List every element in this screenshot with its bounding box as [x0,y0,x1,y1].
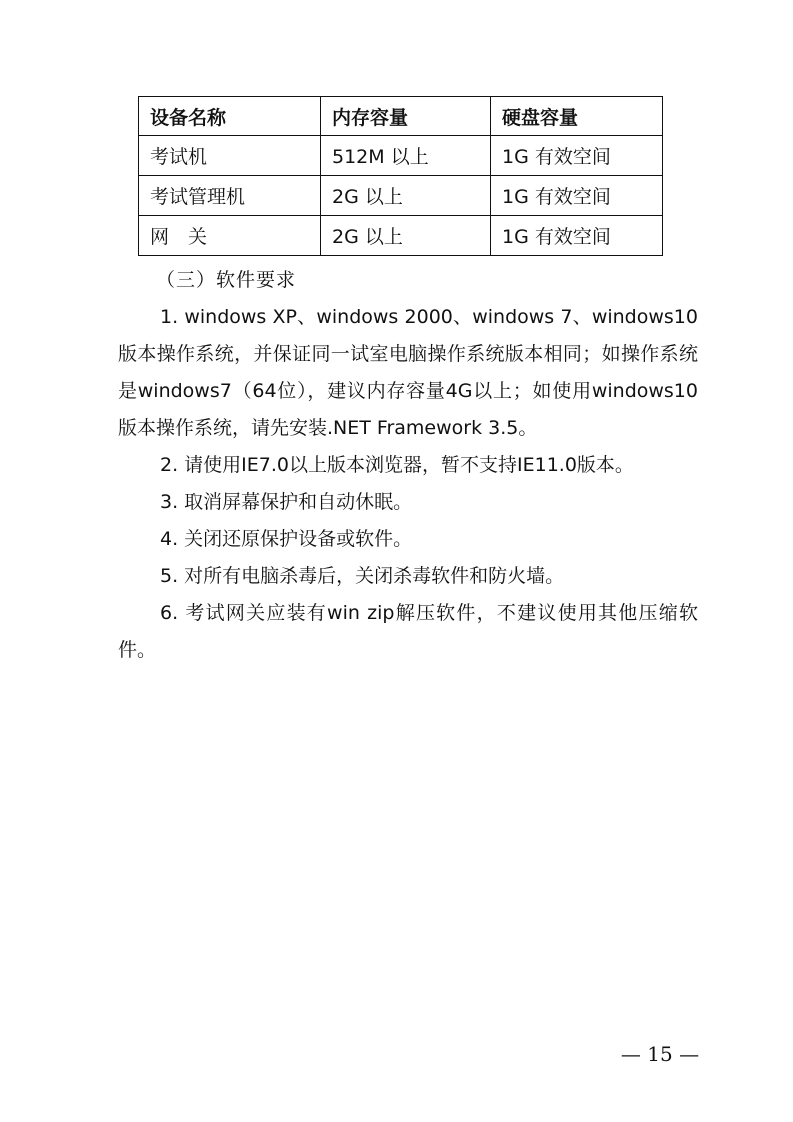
list-item: 6. 考试网关应装有win zip解压软件，不建议使用其他压缩软件。 [118,602,698,661]
column-header-disk: 硬盘容量 [491,97,663,136]
list-item: 2. 请使用IE7.0以上版本浏览器，暂不支持IE11.0版本。 [160,454,634,476]
table-cell: 1G 有效空间 [491,136,663,176]
table-cell: 2G 以上 [321,216,491,256]
table-row [139,216,663,256]
table-cell: 考试机 [139,136,321,176]
page-number: — 15 — [620,1042,700,1066]
column-header-device-name: 设备名称 [139,97,321,136]
document-body [118,262,698,669]
column-header-memory: 内存容量 [321,97,491,136]
list-item: 5. 对所有电脑杀毒后，关闭杀毒软件和防火墙。 [160,565,565,587]
list-item: 3. 取消屏幕保护和自动休眠。 [160,491,413,513]
section-title: （三）软件要求 [156,269,297,291]
table-row [139,136,663,176]
table-cell: 1G 有效空间 [491,176,663,216]
list-item: 1. windows XP、windows 2000、windows 7、windows10版本操作系统，并保证同一试室电脑操作系统版本相同；如操作系统是windows7（64位），建议内存容量4G以上；如使用windows10版本操作系统，请先安装.NET Framework 3.5。 [118,306,698,439]
table-cell: 网 关 [139,216,321,256]
table-cell: 1G 有效空间 [491,216,663,256]
table-cell: 2G 以上 [321,176,491,216]
table-row [139,176,663,216]
table-cell: 512M 以上 [321,136,491,176]
list-item: 4. 关闭还原保护设备或软件。 [160,528,413,550]
table-cell: 考试管理机 [139,176,321,216]
hardware-requirements-table [138,96,663,256]
table-header-row [139,97,663,136]
